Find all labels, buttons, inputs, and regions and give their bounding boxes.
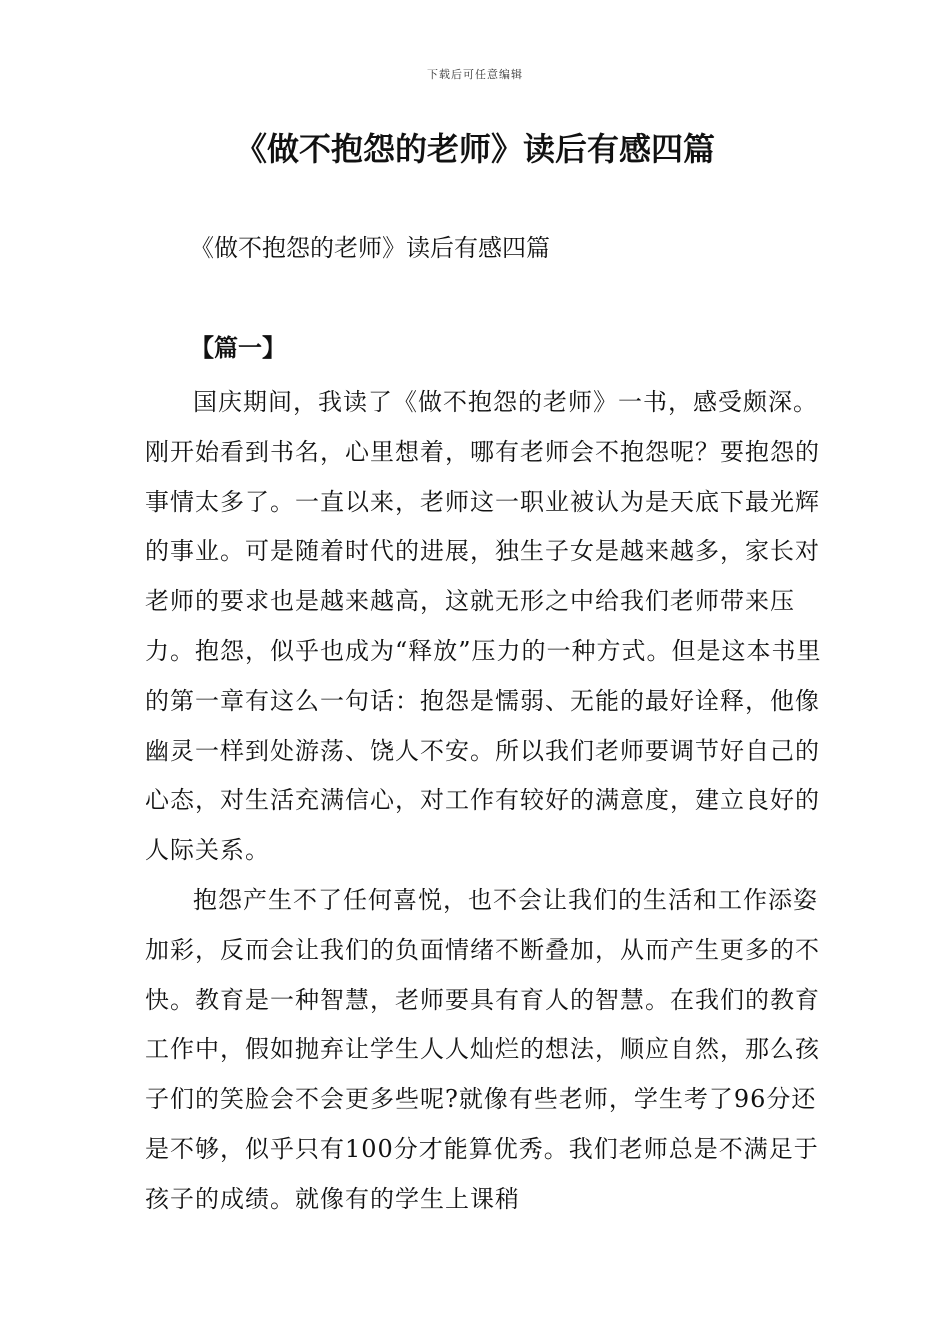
paragraph-1: 国庆期间，我读了《做不抱怨的老师》一书，感受颇深。刚开始看到书名，心里想着，哪有老师会不抱怨呢？要抱怨的事情太多了。一直以来，老师这一职业被认为是天底下最光辉的事业。可是随着时代的进展，独生子女是越来越多，家长对老师的要求也是越来越高，这就无形之中给我们老师带来压力。抱怨，似乎也成为“释放”压力的一种方式。但是这本书里的第一章有这么一句话：抱怨是懦弱、无能的最好诠释，他像幽灵一样到处游荡、饶人不安。所以我们老师要调节好自己的心态，对生活充满信心，对工作有较好的满意度，建立良好的人际关系。 xyxy=(145,388,822,865)
document-body xyxy=(145,378,825,1225)
page-header-note: 下载后可任意编辑 xyxy=(427,68,523,81)
paragraph-2: 抱怨产生不了任何喜悦，也不会让我们的生活和工作添姿加彩，反而会让我们的负面情绪不断叠加，从而产生更多的不快。教育是一种智慧，老师要具有育人的智慧。在我们的教育工作中，假如抛弃让学生人人灿烂的想法，顺应自然，那么孩子们的笑脸会不会更多些呢?就像有些老师，学生考了96分还是不够，似乎只有100分才能算优秀。我们老师总是不满足于孩子的成绩。就像有的学生上课稍 xyxy=(145,885,820,1213)
document-subtitle: 《做不抱怨的老师》读后有感四篇 xyxy=(190,234,550,262)
document-title: 《做不抱怨的老师》读后有感四篇 xyxy=(234,130,715,168)
section-heading: 【篇一】 xyxy=(190,333,286,362)
